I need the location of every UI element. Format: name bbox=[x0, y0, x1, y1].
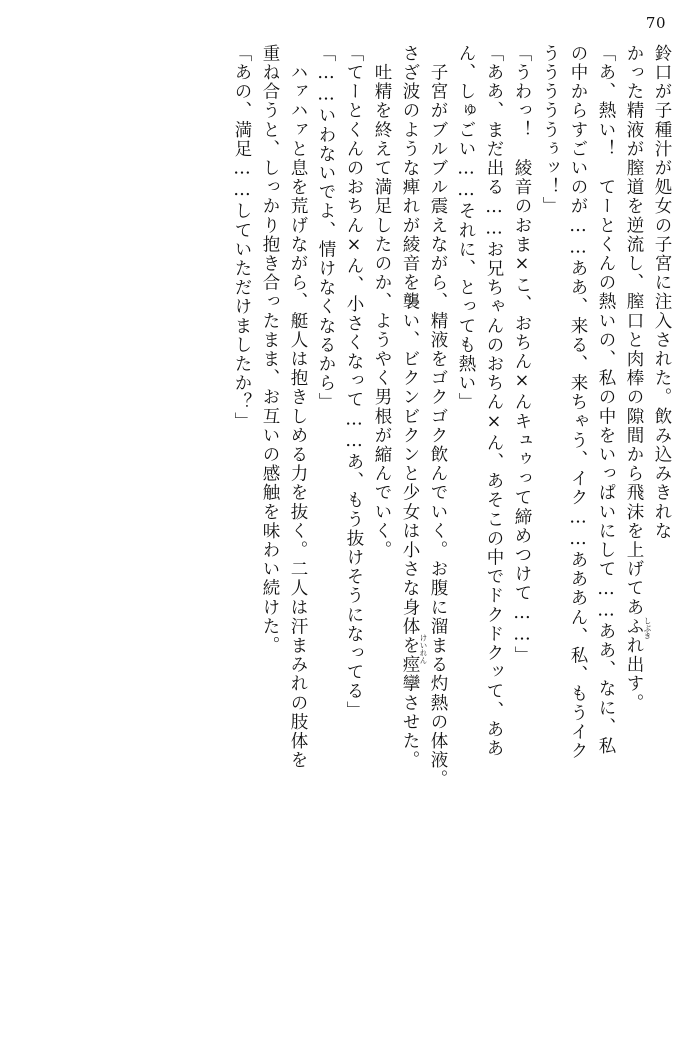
text-line: かった精液が膣道を逆流し、膣口と肉棒の隙間から飛沫を上げてあふれ出す。 bbox=[624, 44, 644, 713]
text-line: 「てーとくんのおちん×ん、小さくなって……あ、もう抜けそうになってる」 bbox=[344, 44, 364, 720]
text-line: 「……いわないでよ、情けなくなるから」 bbox=[316, 44, 336, 412]
text-line: うううううぅッ！」 bbox=[540, 44, 560, 216]
ruby-annotation: けいれん bbox=[419, 634, 428, 664]
text-line: さざ波のような痺れが綾音を襲い、ビクンビクンと少女は小さな身体を痙攣させた。 bbox=[400, 44, 420, 770]
text-line: 「ああ、まだ出る……お兄ちゃんのおちん×ん、あそこの中でドクドクッて、ああ bbox=[484, 44, 504, 759]
text-line: 「あ、熱い！ てーとくんの熱いの、私の中をいっぱいにして……ああ、なに、私 bbox=[596, 44, 616, 756]
text-line: の中からすごいのが……ああ、来る、来ちゃう、イク……あああん、私、もうイク bbox=[568, 44, 588, 761]
text-line: 吐精を終えて満足したのか、ようやく男根が縮んでいく。 bbox=[372, 44, 392, 560]
text-line: ハァハァと息を荒げながら、艇人は抱きしめる力を抜く。二人は汗まみれの肢体を bbox=[288, 44, 308, 770]
text-line: 子宮がブルブル震えながら、精液をゴクゴク飲んでいく。お腹に溜まる灼熱の体液。 bbox=[428, 44, 448, 789]
page-number: 70 bbox=[645, 14, 666, 32]
text-line: ん、しゅごい……それに、とっても熱い」 bbox=[456, 44, 476, 412]
vertical-text-block bbox=[30, 44, 670, 1020]
ruby-annotation: しぶき bbox=[643, 617, 652, 640]
text-line: 「うわっ！ 綾音のおま×こ、おちん×んキュゥって締めつけて……」 bbox=[512, 44, 532, 666]
text-line: 鈴口が子種汁が処女の子宮に注入された。飲み込みきれな bbox=[652, 44, 672, 541]
text-line: 「あの、満足……していただけましたか？」 bbox=[232, 44, 252, 431]
text-line: 重ね合うと、しっかり抱き合ったまま、お互いの感触を味わい続けた。 bbox=[260, 44, 280, 656]
